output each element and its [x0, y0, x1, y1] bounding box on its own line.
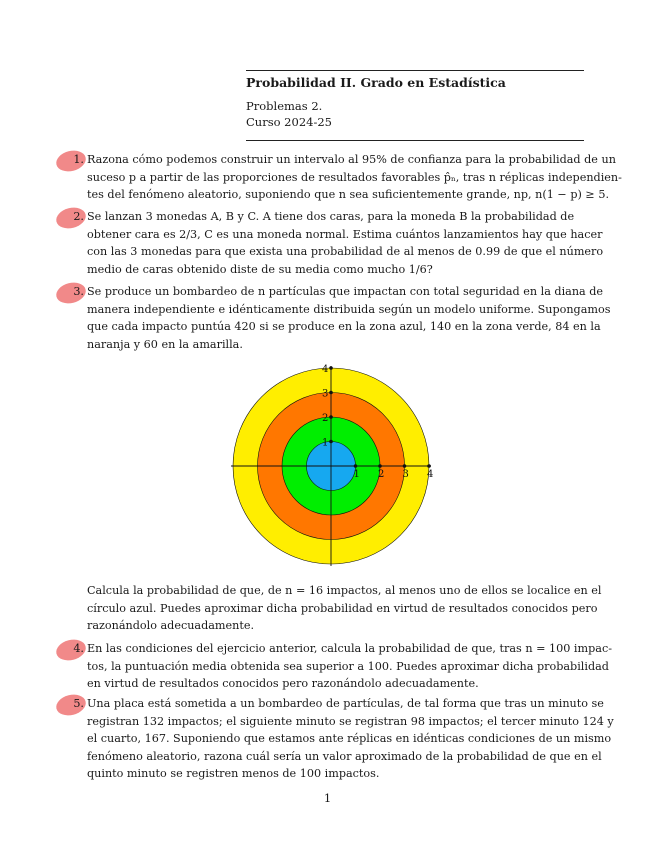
tick-label-y: 4	[322, 364, 329, 375]
text-line: tes del fenómeno aleatorio, suponiendo que n sea suficientemente grande, np, n(1 − p) ≥ 5.	[87, 188, 610, 201]
problem-text	[87, 640, 612, 693]
text-line: En las condiciones del ejercicio anterior, calcula la probabilidad de que, tras n = 100 impac-	[87, 642, 612, 655]
problem-number: 1.	[73, 153, 84, 166]
problem-text	[87, 283, 611, 353]
tick-label-y: 2	[322, 413, 329, 424]
tick-dot-x	[427, 464, 431, 468]
problem-number: 3.	[73, 285, 84, 298]
text-line: Calcula la probabilidad de que, de n = 16 impactos, al menos uno de ellos se localice en el	[87, 584, 602, 597]
text-line: tos, la puntuación media obtenida sea superior a 100. Puedes aproximar dicha probabilidad	[87, 659, 609, 673]
text-line: suceso p a partir de las proporciones de resultados favorables p̂ₙ, tras n réplicas independien-	[87, 170, 622, 184]
text-line: el cuarto, 167. Suponiendo que estamos ante réplicas en idénticas condiciones de un mismo	[87, 732, 612, 745]
text-line: registran 132 impactos; el siguiente minuto se registran 98 impactos; el tercer minuto 124 y	[87, 714, 614, 728]
tick-dot-x	[403, 464, 407, 468]
text-line: Razona cómo podemos construir un intervalo al 95% de confianza para la probabilidad de un	[87, 153, 616, 166]
document-subtitle: Problemas 2.	[246, 99, 323, 113]
text-line: en virtud de resultados conocidos pero razonándolo adecuadamente.	[87, 677, 479, 690]
text-line: círculo azul. Puedes aproximar dicha probabilidad en virtud de resultados conocidos pero	[87, 601, 598, 615]
target-diagram	[228, 363, 434, 569]
tick-dot-y	[329, 391, 333, 395]
problem-4	[66, 640, 612, 693]
course-label: Curso 2024-25	[246, 115, 332, 129]
text-line: medio de caras obtenido diste de su media como mucho 1/6?	[87, 262, 433, 276]
tick-label-x: 4	[427, 469, 434, 480]
problem-5	[66, 695, 614, 783]
problem-3-continuation	[87, 582, 602, 635]
header-top-rule	[246, 70, 584, 71]
problem-2	[66, 208, 604, 278]
header-bottom-rule	[246, 140, 584, 141]
text-line: manera independiente e idénticamente distribuida según un modelo uniforme. Supongamos	[87, 302, 611, 316]
problem-1	[66, 151, 622, 204]
text-line: Se produce un bombardeo de n partículas que impactan con total seguridad en la diana de	[87, 285, 604, 298]
tick-dot-y	[329, 366, 333, 370]
document-title: Probabilidad II. Grado en Estadística	[246, 75, 506, 90]
text-line: quinto minuto se registren menos de 100 impactos.	[87, 767, 380, 780]
problem-text	[87, 151, 622, 204]
text-line: con las 3 monedas para que exista una probabilidad de al menos de 0.99 de que el número	[87, 245, 604, 258]
tick-label-y: 3	[322, 388, 329, 400]
tick-dot-y	[329, 415, 333, 419]
text-line: fenómeno aleatorio, razona cuál sería un valor aproximado de la probabilidad de que en el	[87, 749, 602, 763]
page-number: 1	[323, 791, 332, 805]
tick-label-x: 1	[353, 469, 360, 480]
text-line: Se lanzan 3 monedas A, B y C. A tiene dos caras, para la moneda B la probabilidad de	[87, 210, 575, 223]
tick-dot-x	[354, 464, 358, 468]
tick-label-x: 3	[402, 469, 409, 480]
problem-text	[87, 695, 614, 783]
tick-label-x: 2	[378, 469, 385, 480]
text-line: razonándolo adecuadamente.	[87, 619, 255, 632]
problem-3	[66, 283, 611, 353]
problem-number: 2.	[73, 210, 84, 223]
text-line: que cada impacto puntúa 420 si se produce en la zona azul, 140 en la zona verde, 84 en la	[87, 320, 601, 333]
tick-dot-x	[378, 464, 382, 468]
text-line: naranja y 60 en la amarilla.	[87, 337, 243, 351]
tick-label-y: 1	[322, 437, 329, 449]
problem-text	[87, 208, 604, 278]
text-line: obtener cara es 2/3, C es una moneda normal. Estima cuántos lanzamientos hay que hacer	[87, 227, 603, 241]
problem-number: 4.	[73, 642, 84, 655]
tick-dot-y	[329, 440, 333, 444]
problem-number: 5.	[73, 697, 84, 710]
text-line: Una placa está sometida a un bombardeo de partículas, de tal forma que tras un minuto se	[87, 697, 604, 710]
